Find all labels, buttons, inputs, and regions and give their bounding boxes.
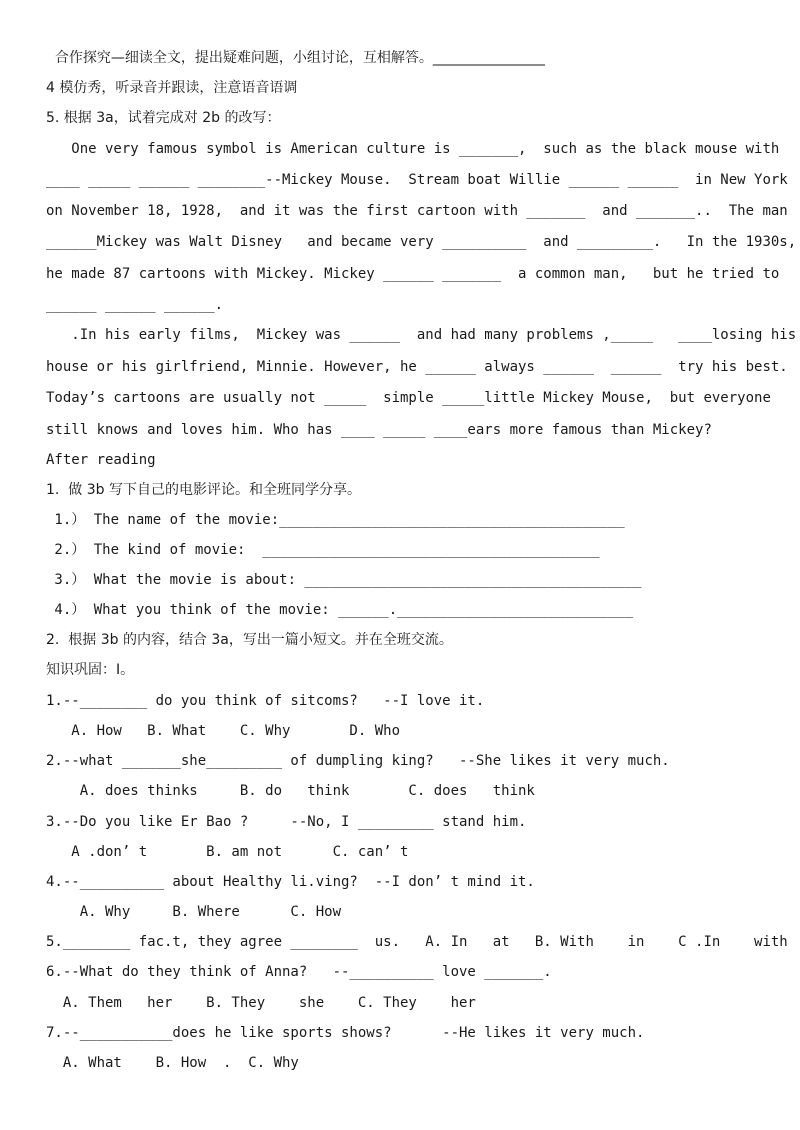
question-line: 5.________ fac.t, they agree ________ us. A. In at B. With in C .In with [46, 934, 788, 950]
passage-line: house or his girlfriend, Minnie. However, he ______ always ______ ______ try his best. [46, 359, 788, 375]
options-line: A. How B. What C. Why D. Who [46, 723, 401, 739]
review-item: 1.） The name of the movie:_________________________________________ [46, 512, 625, 528]
question-line: 7.--___________does he like sports shows? --He likes it very much. [46, 1025, 645, 1041]
section-heading: After reading [46, 452, 156, 468]
options-line: A. Why B. Where C. How [46, 904, 342, 920]
passage-line: still knows and loves him. Who has ____ _____ ____ears more famous than Mickey? [46, 422, 712, 438]
cooperative-inquiry-line: 合作探究—细读全文，提出疑难问题，小组讨论，互相解答。________________ [46, 50, 545, 66]
passage-line: ______ ______ ______. [46, 297, 224, 313]
passage-line: he made 87 cartoons with Mickey. Mickey ______ _______ a common man, but he tried to [46, 266, 780, 282]
question-line: 6.--What do they think of Anna? --__________ love _______. [46, 964, 552, 980]
review-item: 2.） The kind of movie: ________________________________________ [46, 542, 600, 558]
options-line: A. What B. How . C. Why [46, 1055, 299, 1071]
passage-line: on November 18, 1928, and it was the first cartoon with _______ and _______.. The man [46, 203, 788, 219]
task-instruction: 1. 做 3b 写下自己的电影评论。和全班同学分享。 [46, 482, 361, 498]
question-line: 2.--what _______she_________ of dumpling king? --She likes it very much. [46, 753, 670, 769]
options-line: A. Them her B. They she C. They her [46, 995, 476, 1011]
review-item: 4.） What you think of the movie: ______.____________________________ [46, 602, 634, 618]
task-instruction: 2. 根据 3b 的内容，结合 3a，写出一篇小短文。并在全班交流。 [46, 632, 453, 648]
section-heading: 知识巩固：I。 [46, 662, 135, 678]
passage-line: ____ _____ ______ ________--Mickey Mouse. Stream boat Willie ______ ______ in New York [46, 172, 788, 188]
question-line: 3.--Do you like Er Bao ? --No, I _________ stand him. [46, 814, 527, 830]
imitation-show-line: 4 模仿秀，听录音并跟读，注意语音语调 [46, 80, 298, 96]
passage-line: Today’s cartoons are usually not _____ simple _____little Mickey Mouse, but everyone [46, 390, 771, 406]
review-item: 3.） What the movie is about: ________________________________________ [46, 572, 642, 588]
question-line: 1.--________ do you think of sitcoms? --I love it. [46, 693, 485, 709]
passage-line: One very famous symbol is American culture is _______, such as the black mouse with [46, 141, 780, 157]
question-line: 4.--__________ about Healthy li.ving? --I don’ t mind it. [46, 874, 535, 890]
options-line: A .don’ t B. am not C. can’ t [46, 844, 409, 860]
passage-line: ______Mickey was Walt Disney and became very __________ and _________. In the 1930s, [46, 234, 797, 250]
rewrite-instruction-line: 5. 根据 3a，试着完成对 2b 的改写： [46, 110, 281, 126]
options-line: A. does thinks B. do think C. does think [46, 783, 535, 799]
passage-line: .In his early films, Mickey was ______ and had many problems ,_____ ____losing his [46, 327, 797, 343]
